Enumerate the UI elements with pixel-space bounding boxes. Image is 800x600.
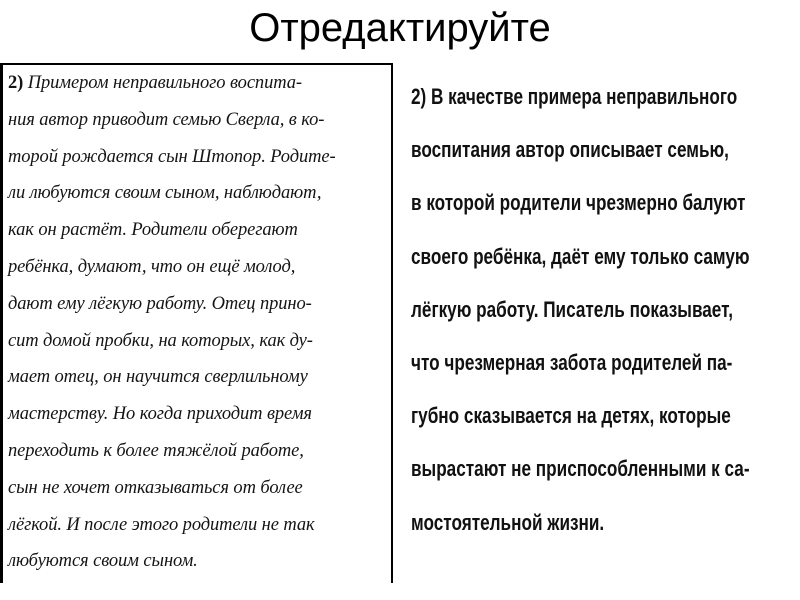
slide-title: Отредактируйте	[249, 6, 551, 50]
original-text-line: мастерству. Но когда приходит время	[8, 404, 312, 425]
original-text-line: как он растёт. Родители оберегают	[8, 220, 298, 241]
original-text	[8, 65, 381, 580]
edited-text-line: что чрезмерная забота родителей па-	[411, 350, 733, 376]
original-text-line	[8, 65, 381, 102]
edited-text-line: в которой родители чрезмерно балуют	[411, 190, 746, 216]
original-text-line: мает отец, он научится сверлильному	[8, 367, 308, 388]
edited-text-line: 2) В качестве примера неправильного	[411, 84, 738, 109]
edited-text-line: своего ребёнка, даёт ему только самую	[411, 243, 750, 269]
original-text-line: дают ему лёгкую работу. Отец прино-	[8, 293, 312, 314]
original-text-line: торой рождается сын Штопор. Родите-	[8, 146, 336, 167]
edited-text-line: мостоятельной жизни.	[411, 509, 605, 535]
original-text-line: сит домой пробки, на которых, как ду-	[8, 330, 313, 351]
original-text-line: ния автор приводит семью Сверла, в ко-	[8, 109, 325, 130]
edited-text-line: лёгкую работу. Писатель показывает,	[411, 296, 734, 322]
edited-text-line: губно сказывается на детях, которые	[411, 403, 731, 429]
original-text-line: любуются своим сыном.	[8, 551, 198, 572]
original-text-line: переходить к более тяжёлой работе,	[8, 440, 304, 461]
original-text-line: ребёнка, думают, что он ещё молод,	[8, 256, 296, 277]
edited-text-panel	[403, 70, 800, 590]
original-text-panel	[0, 63, 393, 583]
paragraph-number: 2)	[8, 73, 24, 93]
edited-text-line: вырастают не приспособленными к са-	[411, 456, 750, 482]
original-text-line-content: Примером неправильного воспита-	[27, 73, 302, 93]
edited-text-line: воспитания автор описывает семью,	[411, 137, 729, 163]
original-text-line: лёгкой. И после этого родители не так	[8, 514, 315, 535]
original-text-line: ли любуются своим сыном, наблюдают,	[8, 183, 322, 204]
original-text-line: сын не хочет отказываться от более	[8, 477, 303, 498]
edited-text	[411, 70, 800, 549]
